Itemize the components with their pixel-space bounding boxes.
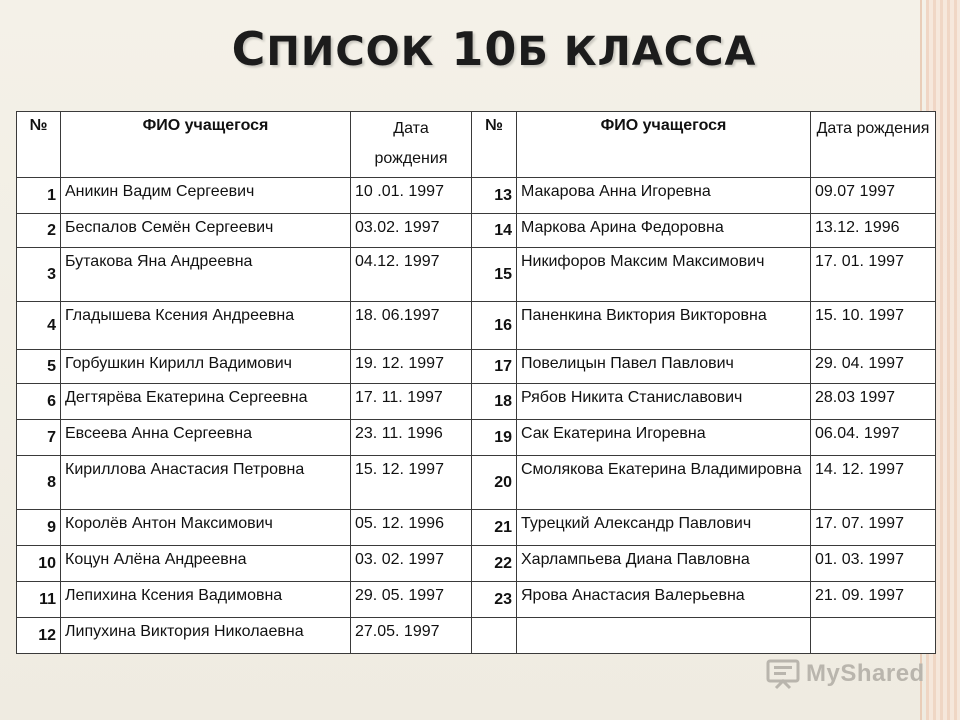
student-name: Маркова Арина Федоровна bbox=[517, 214, 811, 248]
row-number: 11 bbox=[17, 582, 61, 618]
row-number: 14 bbox=[472, 214, 517, 248]
birth-date: 01. 03. 1997 bbox=[811, 546, 936, 582]
student-name bbox=[517, 618, 811, 654]
student-name: Лепихина Ксения Вадимовна bbox=[61, 582, 351, 618]
student-name: Бутакова Яна Андреевна bbox=[61, 248, 351, 302]
row-number: 23 bbox=[472, 582, 517, 618]
row-number: 20 bbox=[472, 456, 517, 510]
header-num: № bbox=[472, 112, 517, 178]
table-row bbox=[17, 178, 936, 214]
row-number: 6 bbox=[17, 384, 61, 420]
birth-date: 03. 02. 1997 bbox=[351, 546, 472, 582]
student-name: Липухина Виктория Николаевна bbox=[61, 618, 351, 654]
table-row bbox=[17, 214, 936, 248]
page-title: СПИСОК 10Б КЛАССА bbox=[231, 22, 757, 76]
birth-date: 18. 06.1997 bbox=[351, 302, 472, 350]
birth-date: 17. 07. 1997 bbox=[811, 510, 936, 546]
student-name: Рябов Никита Станиславович bbox=[517, 384, 811, 420]
class-roster-table bbox=[16, 111, 936, 654]
table-row bbox=[17, 546, 936, 582]
table-row bbox=[17, 510, 936, 546]
birth-date: 27.05. 1997 bbox=[351, 618, 472, 654]
row-number: 3 bbox=[17, 248, 61, 302]
header-date: Дата рождения bbox=[811, 112, 936, 178]
table-header-row bbox=[17, 112, 936, 178]
student-name: Беспалов Семён Сергеевич bbox=[61, 214, 351, 248]
birth-date: 28.03 1997 bbox=[811, 384, 936, 420]
presentation-icon bbox=[766, 657, 800, 691]
row-number: 21 bbox=[472, 510, 517, 546]
student-name: Харлампьева Диана Павловна bbox=[517, 546, 811, 582]
birth-date: 14. 12. 1997 bbox=[811, 456, 936, 510]
birth-date: 29. 05. 1997 bbox=[351, 582, 472, 618]
row-number: 15 bbox=[472, 248, 517, 302]
student-name: Кириллова Анастасия Петровна bbox=[61, 456, 351, 510]
row-number: 10 bbox=[17, 546, 61, 582]
row-number: 9 bbox=[17, 510, 61, 546]
myshared-watermark bbox=[766, 656, 925, 692]
birth-date: 04.12. 1997 bbox=[351, 248, 472, 302]
birth-date: 17. 01. 1997 bbox=[811, 248, 936, 302]
table-row bbox=[17, 350, 936, 384]
watermark-text: MyShared bbox=[806, 660, 925, 687]
table-row bbox=[17, 420, 936, 456]
table-row bbox=[17, 618, 936, 654]
birth-date: 17. 11. 1997 bbox=[351, 384, 472, 420]
row-number: 2 bbox=[17, 214, 61, 248]
student-name: Коцун Алёна Андреевна bbox=[61, 546, 351, 582]
birth-date bbox=[811, 618, 936, 654]
table-row bbox=[17, 582, 936, 618]
row-number: 7 bbox=[17, 420, 61, 456]
row-number bbox=[472, 618, 517, 654]
student-name: Евсеева Анна Сергеевна bbox=[61, 420, 351, 456]
student-name: Гладышева Ксения Андреевна bbox=[61, 302, 351, 350]
birth-date: 23. 11. 1996 bbox=[351, 420, 472, 456]
header-date: Дата рождения bbox=[351, 112, 472, 178]
birth-date: 19. 12. 1997 bbox=[351, 350, 472, 384]
row-number: 4 bbox=[17, 302, 61, 350]
header-name: ФИО учащегося bbox=[61, 112, 351, 178]
row-number: 18 bbox=[472, 384, 517, 420]
student-name: Макарова Анна Игоревна bbox=[517, 178, 811, 214]
header-num: № bbox=[17, 112, 61, 178]
row-number: 19 bbox=[472, 420, 517, 456]
student-name: Сак Екатерина Игоревна bbox=[517, 420, 811, 456]
birth-date: 15. 12. 1997 bbox=[351, 456, 472, 510]
row-number: 12 bbox=[17, 618, 61, 654]
student-name: Смолякова Екатерина Владимировна bbox=[517, 456, 811, 510]
row-number: 5 bbox=[17, 350, 61, 384]
row-number: 16 bbox=[472, 302, 517, 350]
row-number: 1 bbox=[17, 178, 61, 214]
table-row bbox=[17, 302, 936, 350]
birth-date: 29. 04. 1997 bbox=[811, 350, 936, 384]
birth-date: 10 .01. 1997 bbox=[351, 178, 472, 214]
row-number: 13 bbox=[472, 178, 517, 214]
row-number: 22 bbox=[472, 546, 517, 582]
student-name: Никифоров Максим Максимович bbox=[517, 248, 811, 302]
student-name: Дегтярёва Екатерина Сергеевна bbox=[61, 384, 351, 420]
student-name: Ярова Анастасия Валерьевна bbox=[517, 582, 811, 618]
birth-date: 15. 10. 1997 bbox=[811, 302, 936, 350]
row-number: 17 bbox=[472, 350, 517, 384]
student-name: Турецкий Александр Павлович bbox=[517, 510, 811, 546]
birth-date: 21. 09. 1997 bbox=[811, 582, 936, 618]
student-name: Королёв Антон Максимович bbox=[61, 510, 351, 546]
birth-date: 05. 12. 1996 bbox=[351, 510, 472, 546]
birth-date: 09.07 1997 bbox=[811, 178, 936, 214]
table-row bbox=[17, 456, 936, 510]
student-name: Аникин Вадим Сергеевич bbox=[61, 178, 351, 214]
birth-date: 13.12. 1996 bbox=[811, 214, 936, 248]
table-row bbox=[17, 384, 936, 420]
table-row bbox=[17, 248, 936, 302]
birth-date: 06.04. 1997 bbox=[811, 420, 936, 456]
student-name: Горбушкин Кирилл Вадимович bbox=[61, 350, 351, 384]
student-name: Повелицын Павел Павлович bbox=[517, 350, 811, 384]
student-name: Паненкина Виктория Викторовна bbox=[517, 302, 811, 350]
header-name: ФИО учащегося bbox=[517, 112, 811, 178]
birth-date: 03.02. 1997 bbox=[351, 214, 472, 248]
row-number: 8 bbox=[17, 456, 61, 510]
